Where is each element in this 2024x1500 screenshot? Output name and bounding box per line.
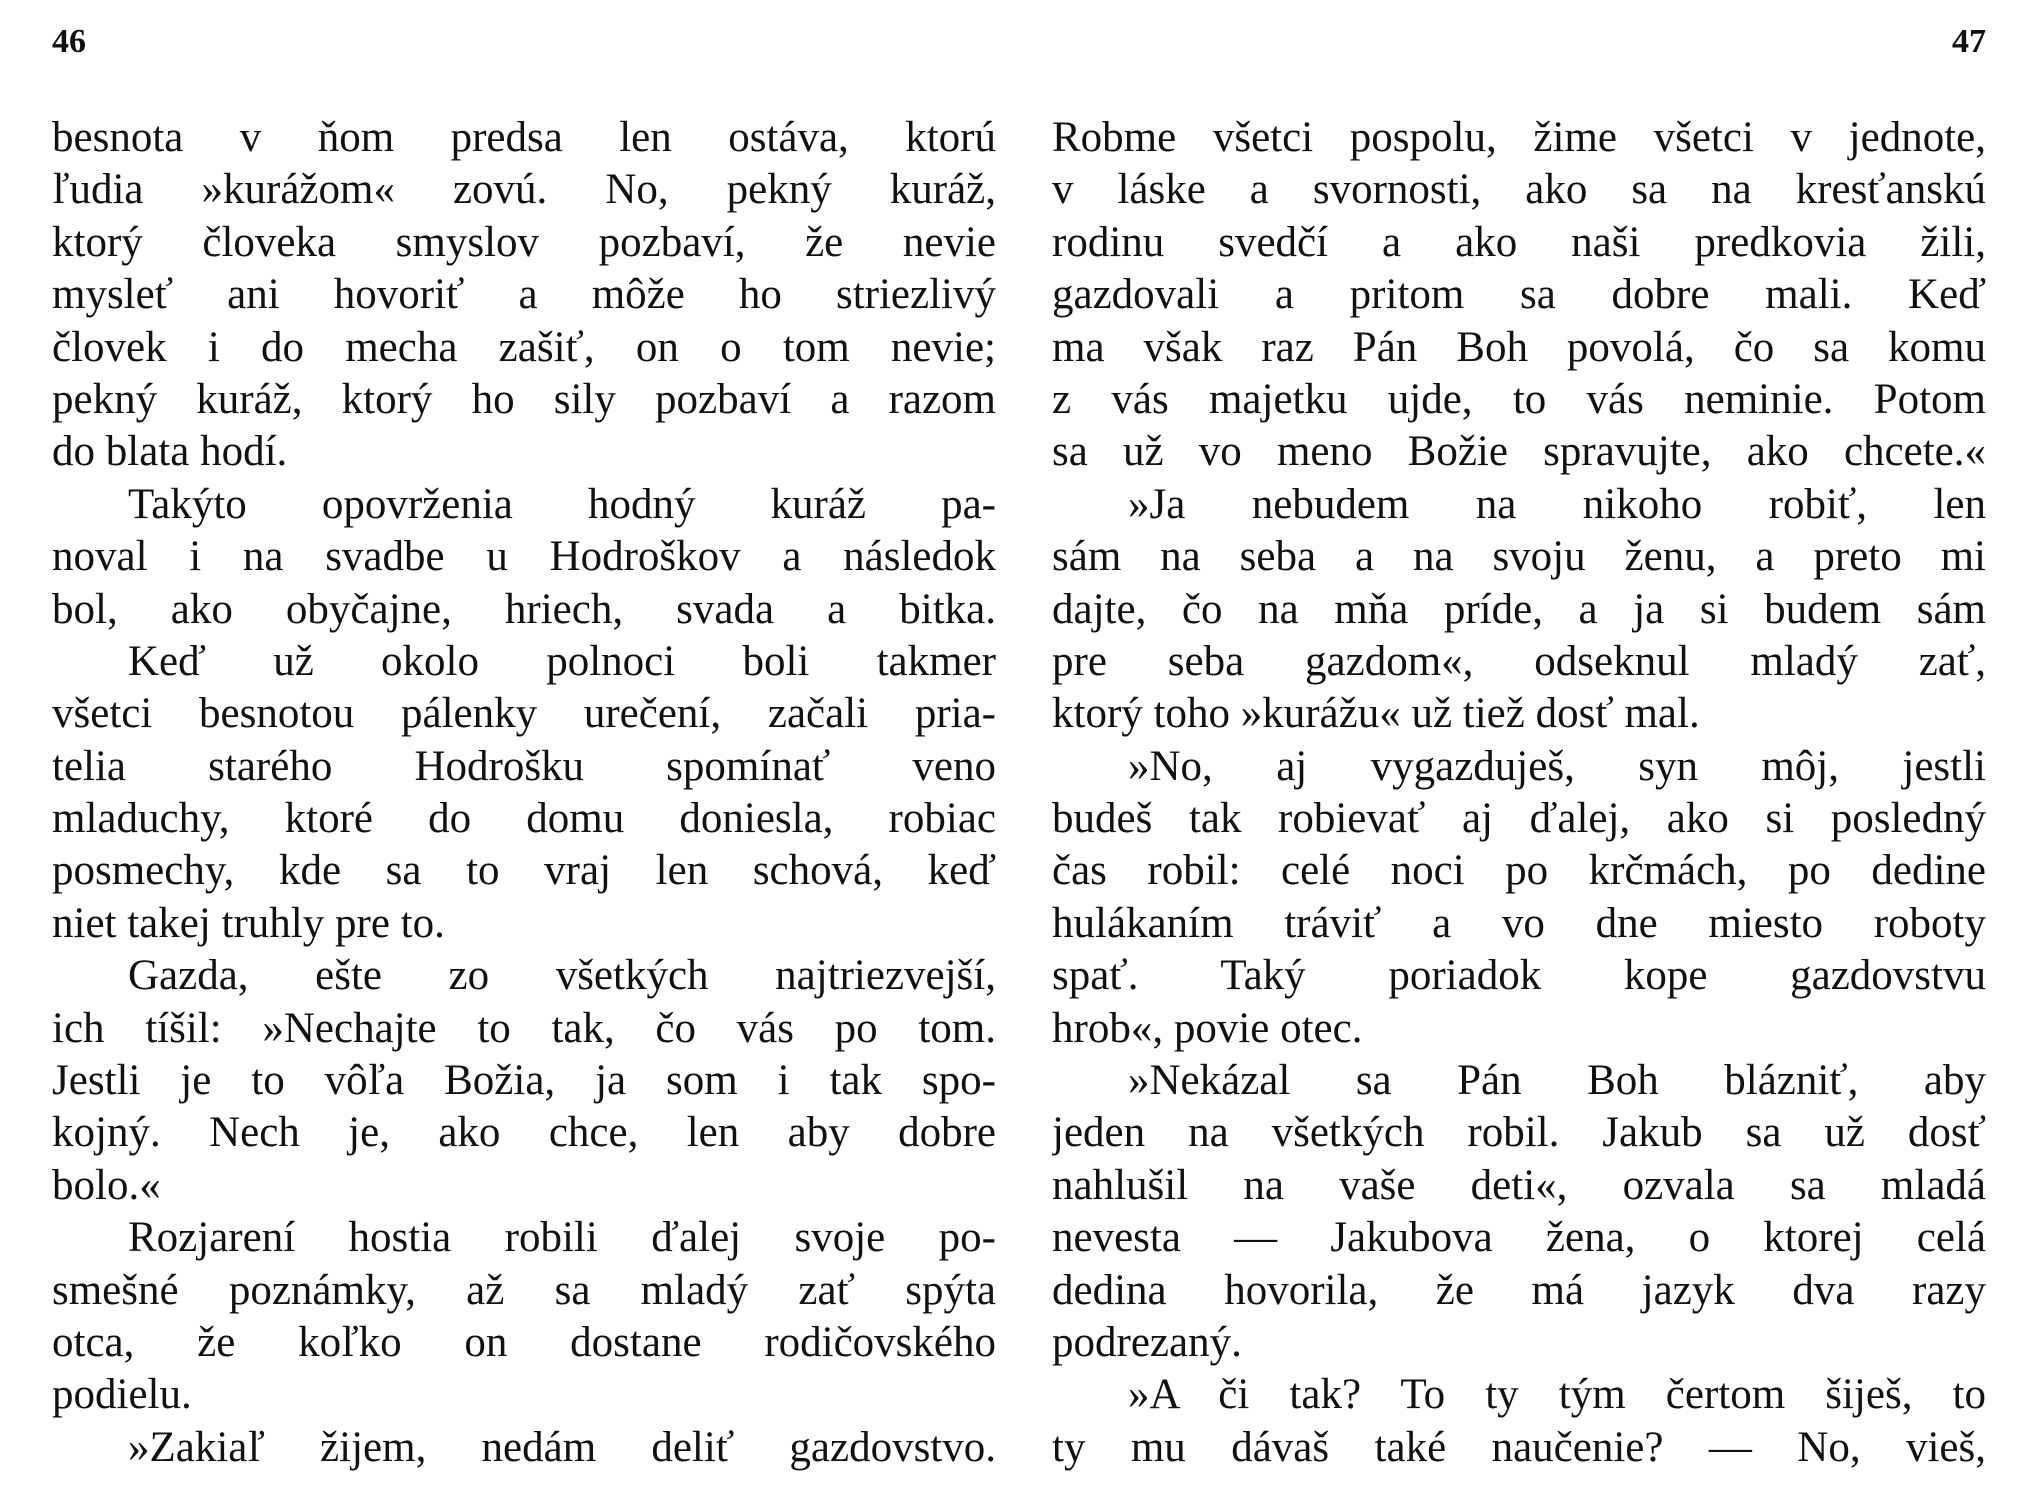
text-line: »Nekázal sa Pán Boh blázniť, aby (1128, 1057, 1986, 1105)
text-line: otca, že koľko on dostane rodičovského (52, 1318, 996, 1366)
text-line: Keď už okolo polnoci boli takmer (128, 637, 996, 685)
text-line: niet takej truhly pre to. (52, 899, 445, 947)
text-line: dajte, čo na mňa príde, a ja si budem sám (1052, 585, 1986, 633)
left-page (52, 0, 996, 1500)
text-line: čas robil: celé noci po krčmách, po dedine (1052, 847, 1986, 895)
text-line: podielu. (52, 1371, 192, 1419)
text-line: mladuchy, ktoré do domu doniesla, robiac (52, 795, 996, 843)
text-line: sa už vo meno Božie spravujte, ako chcete.« (1052, 428, 1986, 476)
left-page-text (52, 112, 996, 1474)
text-line: Gazda, ešte zo všetkých najtriezvejší, (128, 952, 996, 1000)
text-line: z vás majetku ujde, to vás neminie. Potom (1052, 375, 1986, 423)
text-line: človek i do mecha zašiť, on o tom nevie; (52, 323, 996, 371)
text-line: »Zakiaľ žijem, nedám deliť gazdovstvo. (128, 1423, 996, 1471)
text-line: nahlušil na vaše deti«, ozvala sa mladá (1052, 1161, 1986, 1209)
text-line: hulákaním tráviť a vo dne miesto roboty (1052, 899, 1986, 947)
text-line: spať. Taký poriadok kope gazdovstvu (1052, 952, 1986, 1000)
text-line: bol, ako obyčajne, hriech, svada a bitka. (52, 585, 996, 633)
text-line: podrezaný. (1052, 1318, 1242, 1366)
text-line: Jestli je to vôľa Božia, ja som i tak spo- (52, 1057, 996, 1105)
right-page-number: 47 (1952, 23, 1986, 60)
text-line: rodinu svedčí a ako naši predkovia žili, (1052, 218, 1986, 266)
text-line: ty mu dávaš také naučenie? — No, vieš, (1052, 1423, 1986, 1471)
text-line: gazdovali a pritom sa dobre mali. Keď (1052, 271, 1986, 319)
text-line: jeden na všetkých robil. Jakub sa už dosť (1052, 1109, 1986, 1157)
text-line: ľudia »kurážom« zovú. No, pekný kuráž, (52, 166, 996, 214)
text-line: sám na seba a na svoju ženu, a preto mi (1052, 533, 1986, 581)
text-line: hrob«, povie otec. (1052, 1004, 1363, 1052)
text-line: telia starého Hodrošku spomínať veno (52, 742, 996, 790)
right-page (1052, 0, 1986, 1500)
text-line: kojný. Nech je, ako chce, len aby dobre (52, 1109, 996, 1157)
text-line: »Ja nebudem na nikoho robiť, len (1128, 480, 1986, 528)
text-line: Robme všetci pospolu, žime všetci v jednote, (1052, 114, 1986, 161)
text-line: bolo.« (52, 1161, 161, 1209)
text-line: dedina hovorila, že má jazyk dva razy (1052, 1266, 1986, 1314)
text-line: budeš tak robievať aj ďalej, ako si posledný (1052, 795, 1986, 843)
text-line: Takýto opovrženia hodný kuráž pa- (128, 480, 996, 528)
text-line: »A či tak? To ty tým čertom šiješ, to (1128, 1371, 1986, 1419)
text-line: všetci besnotou pálenky urečení, začali pria- (52, 690, 996, 738)
text-line: do blata hodí. (52, 428, 288, 476)
text-line: pekný kuráž, ktorý ho sily pozbaví a razom (52, 375, 996, 423)
right-page-text (1052, 112, 1986, 1474)
text-line: Rozjarení hostia robili ďalej svoje po- (128, 1214, 996, 1262)
text-line: smešné poznámky, až sa mladý zať spýta (52, 1266, 996, 1314)
text-line: »No, aj vygazduješ, syn môj, jestli (1128, 742, 1986, 790)
text-line: noval i na svadbe u Hodroškov a následok (52, 533, 996, 581)
text-line: mysleť ani hovoriť a môže ho striezlivý (52, 271, 996, 319)
text-line: nevesta — Jakubova žena, o ktorej celá (1052, 1214, 1986, 1262)
text-line: v láske a svornosti, ako sa na kresťanskú (1052, 166, 1986, 214)
text-line: posmechy, kde sa to vraj len schová, keď (52, 847, 996, 895)
text-line: ich tíšil: »Nechajte to tak, čo vás po tom. (52, 1004, 996, 1052)
left-page-number: 46 (52, 23, 86, 60)
text-line: ma však raz Pán Boh povolá, čo sa komu (1052, 323, 1986, 371)
text-line: ktorý toho »kurážu« už tiež dosť mal. (1052, 690, 1700, 738)
text-line: pre seba gazdom«, odseknul mladý zať, (1052, 637, 1986, 685)
text-line: ktorý človeka smyslov pozbaví, že nevie (52, 218, 996, 266)
text-line: besnota v ňom predsa len ostáva, ktorú (52, 114, 996, 161)
